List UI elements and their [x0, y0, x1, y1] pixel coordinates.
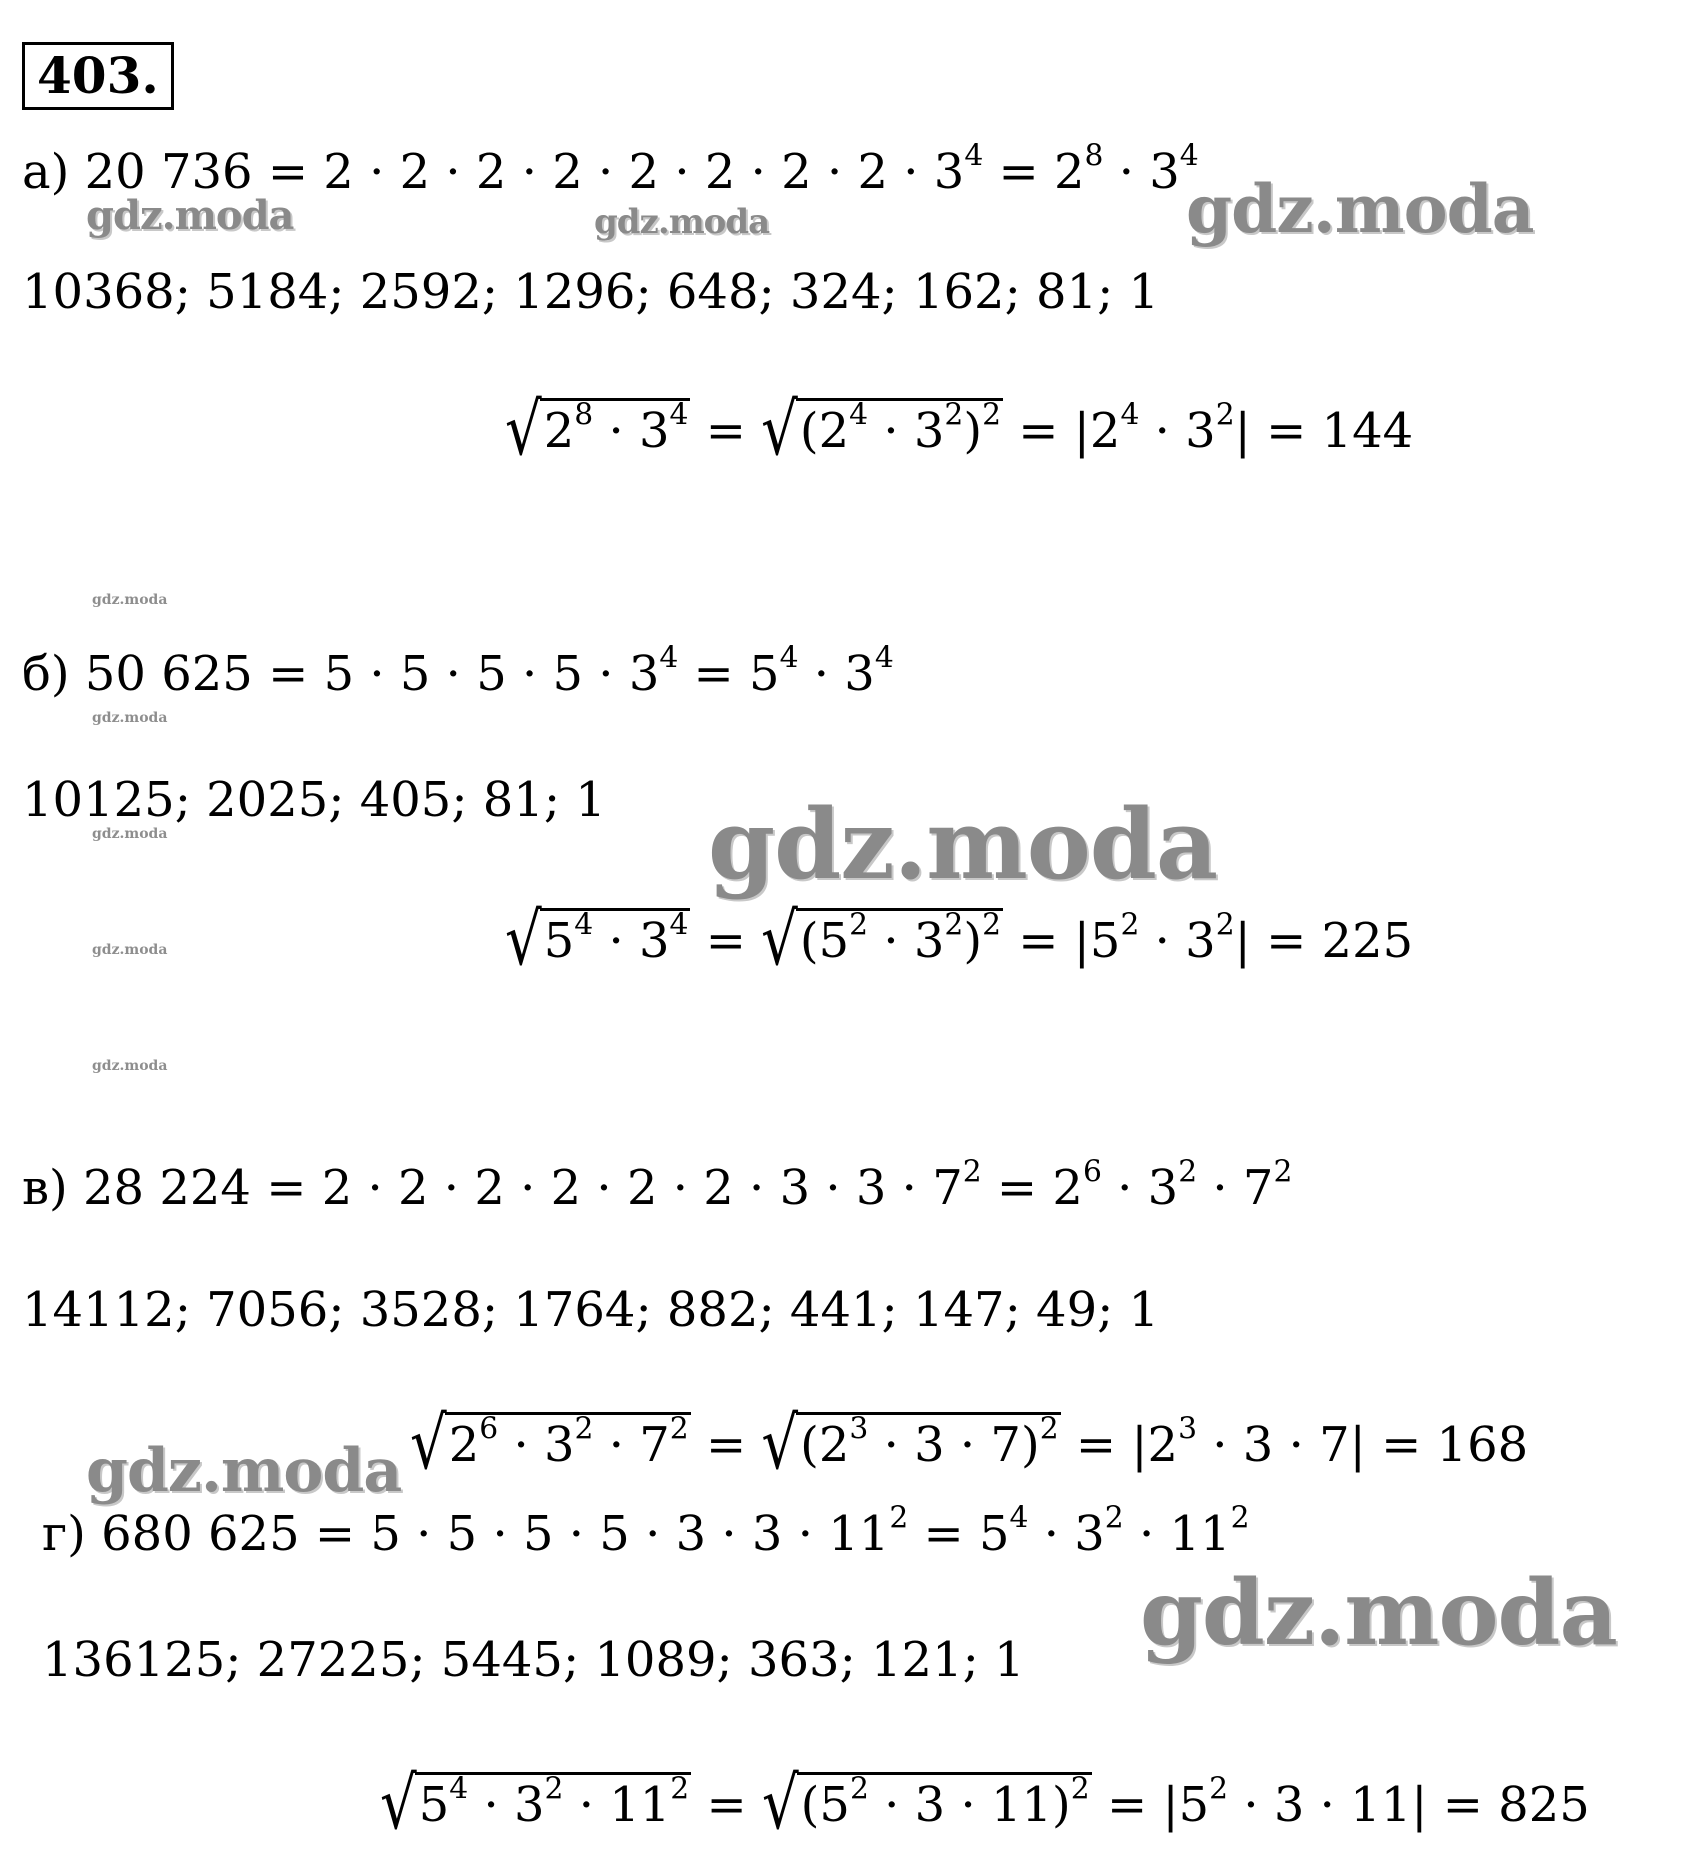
watermark: gdz.moda: [92, 826, 168, 842]
part-g-root: $√5^4 \cdot 3^2 \cdot 11^2 = √(5^2 \cdot 3 \cdot 11)^2 = |5^2 \cdot 3 \cdot 11| = 825$: [380, 1761, 1590, 1846]
watermark: gdz.moda: [708, 788, 1218, 901]
watermark: gdz.moda: [92, 710, 168, 726]
part-a-exp1: 4: [964, 138, 984, 174]
part-a-quotients: 10368; 5184; 2592; 1296; 648; 324; 162; 81; 1: [22, 264, 1160, 320]
part-a-factorization: [22, 138, 1199, 200]
part-a-factor-mid2: · 3: [1103, 144, 1180, 200]
part-a-factor-main: а) 20 736 = 2 · 2 · 2 · 2 · 2 · 2 · 2 · 2 · 3: [22, 144, 965, 200]
part-a-factor-mid1: = 2: [983, 144, 1085, 200]
watermark: gdz.moda: [1186, 170, 1534, 248]
part-v-quotients: 14112; 7056; 3528; 1764; 882; 441; 147; 49; 1: [22, 1282, 1160, 1338]
watermark: gdz.moda: [1140, 1560, 1617, 1666]
watermark: gdz.moda: [92, 942, 168, 958]
part-a-exp2: 8: [1084, 138, 1104, 174]
part-v-factorization: в) 28 $224 = 2 \cdot 2 \cdot 2 \cdot 2 \cdot 2 \cdot 2 \cdot 3 \cdot 3 \cdot 7^2 = 2^6 \cdot 3^2 \cdot 7^2$: [22, 1154, 1293, 1216]
part-v-root: $√2^6 \cdot 3^2 \cdot 7^2 = √(2^3 \cdot 3 \cdot 7)^2 = |2^3 \cdot 3 \cdot 7| = 168$: [410, 1401, 1529, 1486]
part-b-root: $√5^4 \cdot 3^4 = √(5^2 \cdot 3^2)^2 = |5^2 \cdot 3^2| = 225$: [505, 897, 1414, 982]
part-a-root: $√2^8 \cdot 3^4 = √(2^4 \cdot 3^2)^2 = |2^4 \cdot 3^2| = 144$: [505, 387, 1414, 472]
part-b-factorization: б) 50 $625 = 5 \cdot 5 \cdot 5 \cdot 5 \cdot 3^4 = 5^4 \cdot 3^4$: [22, 640, 894, 702]
part-g-factorization: г) 680 $625 = 5 \cdot 5 \cdot 5 \cdot 5 \cdot 3 \cdot 3 \cdot 11^2 = 5^4 \cdot 3^2 \cdot 11^2$: [42, 1500, 1250, 1562]
watermark: gdz.moda: [594, 202, 770, 242]
part-b-quotients: 10125; 2025; 405; 81; 1: [22, 772, 606, 828]
watermark: gdz.moda: [92, 1058, 168, 1074]
part-a-exp3: 4: [1179, 138, 1199, 174]
watermark: gdz.moda: [86, 1436, 402, 1506]
watermark: gdz.moda: [92, 592, 168, 608]
problem-number: 403.: [22, 42, 174, 110]
part-g-quotients: 136125; 27225; 5445; 1089; 363; 121; 1: [42, 1632, 1025, 1688]
watermark: gdz.moda: [86, 192, 294, 239]
